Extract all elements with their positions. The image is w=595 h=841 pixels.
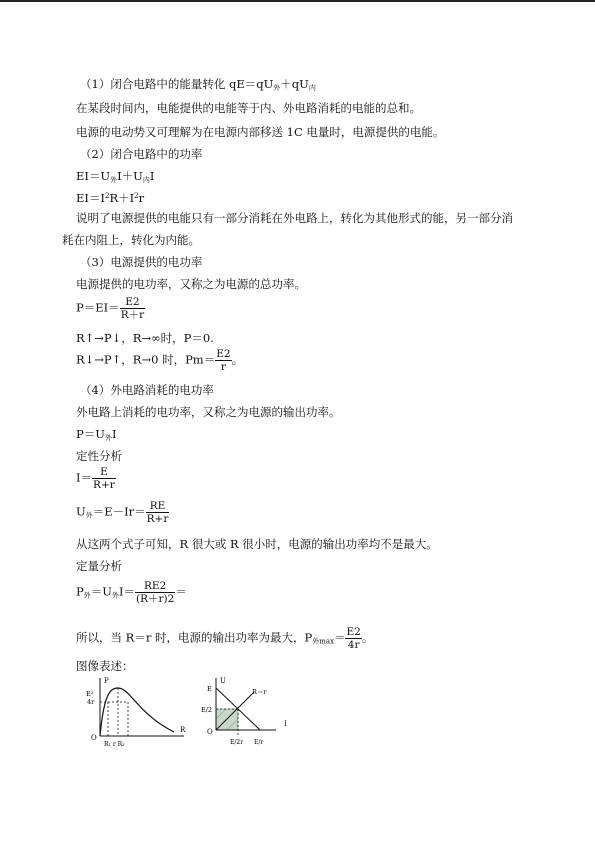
text: I＝ [76, 470, 93, 485]
line-r-increase: R↑→P↓，R→∞时，P＝0. [76, 331, 214, 345]
text: I [149, 169, 155, 183]
text: r [138, 191, 145, 205]
denominator: R+r [93, 479, 115, 491]
numerator: E [92, 466, 116, 479]
fraction [345, 626, 361, 651]
half-e-label: E/2 [201, 706, 213, 714]
text: P＝EI＝ [76, 300, 120, 315]
numerator: E2 [120, 296, 145, 309]
text: 。 [361, 630, 374, 645]
text: I＝ [118, 584, 135, 599]
subscript: 外 [111, 591, 119, 600]
text: R↓→P↑，R→0 时，Pm＝ [76, 352, 216, 367]
subscript: 外max [312, 637, 334, 646]
power-vs-resistance-graph [82, 674, 192, 750]
numerator: E2 [346, 626, 361, 638]
subscript: 外 [110, 176, 118, 184]
superscript: 2 [134, 192, 139, 200]
numerator: E2 [216, 348, 231, 360]
max-power-conclusion [76, 626, 373, 651]
text: I [111, 427, 117, 441]
i-axis-label: I [284, 720, 287, 728]
text: ＝ [175, 584, 187, 599]
origin-label: O [207, 728, 213, 736]
voltage-vs-current-graph [198, 674, 302, 750]
fraction [120, 296, 145, 321]
fraction [92, 466, 116, 491]
e-label: E [207, 685, 212, 693]
text: R＋I [109, 191, 135, 205]
text: ＋qU [280, 77, 309, 91]
power-curve [100, 688, 174, 736]
x-axis-label: R [180, 726, 186, 734]
text: ＝E－Ir＝ [92, 504, 146, 519]
section-2-heading: （2）闭合电路中的功率 [80, 147, 203, 161]
section-2-paragraph-1: 说明了电源提供的电能只有一部分消耗在外电路上，转化为其他形式的能，另一部分消 [76, 211, 513, 225]
x-end-label: E/r [254, 739, 264, 746]
numerator: RE2 [135, 580, 175, 593]
origin-label: O [91, 734, 97, 742]
fraction [146, 500, 170, 525]
denominator: (R＋r)2 [136, 593, 175, 605]
text: P＝U [76, 427, 105, 441]
text: （1）闭合电路中的能量转化 qE＝qU [80, 77, 274, 91]
fraction [135, 580, 175, 605]
quantitative-analysis-label: 定量分析 [76, 559, 122, 573]
line-r-decrease [76, 348, 243, 373]
section-2-paragraph-2: 耗在内阻上，转化为内能。 [62, 233, 200, 247]
page-top-border [0, 0, 595, 2]
subscript: 内 [142, 176, 150, 184]
text: EI＝U [76, 169, 111, 183]
section-3-heading: （3）电源提供的电功率 [80, 255, 203, 269]
denominator: r [220, 361, 226, 373]
subscript: 外 [273, 84, 281, 92]
conclusion-text: 从这两个式子可知，R 很大或 R 很小时，电源的输出功率均不是最大。 [76, 537, 438, 551]
text: ＝ [333, 630, 346, 645]
text: P [76, 584, 84, 599]
u-axis-label: U [220, 677, 226, 685]
numerator: RE [146, 500, 170, 513]
x-tick-labels: R₁ r R₂ [104, 741, 125, 748]
r-equals-r-label: R＝r [252, 688, 267, 696]
formula-current [76, 466, 116, 491]
text: 。 [231, 352, 244, 367]
text: 所以，当 R＝r 时，电源的输出功率为最大，P [76, 630, 313, 645]
subscript: 外 [83, 591, 91, 600]
denominator: R+r [146, 513, 169, 525]
section-1-heading [80, 76, 316, 96]
subscript: 外 [104, 434, 112, 442]
text: U [76, 504, 86, 519]
y-tick-label: E² [86, 690, 94, 698]
superscript: 2 [104, 192, 110, 200]
text: EI＝I [76, 191, 105, 205]
qualitative-analysis-label: 定性分析 [76, 449, 122, 463]
subscript: 外 [85, 511, 93, 520]
equation-p-output [76, 426, 116, 446]
section-3-paragraph-1: 电源提供的电功率，又称之为电源的总功率。 [76, 277, 306, 291]
y-axis-label: P [104, 677, 109, 685]
subscript: 内 [308, 84, 316, 92]
text: I＋U [117, 169, 143, 183]
formula-total-power [76, 296, 145, 321]
equation-ei-i2 [76, 188, 144, 206]
fraction [215, 348, 231, 373]
x-half-label: E/2r [230, 739, 244, 746]
text: ＝U [90, 584, 112, 599]
section-1-paragraph-1: 在某段时间内，电能提供的电能等于内、外电路消耗的电能的总和。 [76, 101, 421, 115]
section-4-heading: （4）外电路消耗的电功率 [80, 383, 214, 397]
y-tick-label-2: 4r [87, 698, 95, 706]
denominator: 4r [347, 639, 360, 651]
section-1-paragraph-2: 电源的电动势又可理解为在电源内部移送 1C 电量时，电源提供的电能。 [76, 125, 445, 139]
equation-ei-u [76, 168, 154, 188]
formula-output-power [76, 580, 187, 605]
graph-description-label: 图像表述： [76, 659, 134, 673]
formula-terminal-voltage [76, 500, 169, 525]
denominator: R＋r [120, 309, 145, 321]
section-4-paragraph-1: 外电路上消耗的电功率，又称之为电源的输出功率。 [76, 405, 341, 419]
